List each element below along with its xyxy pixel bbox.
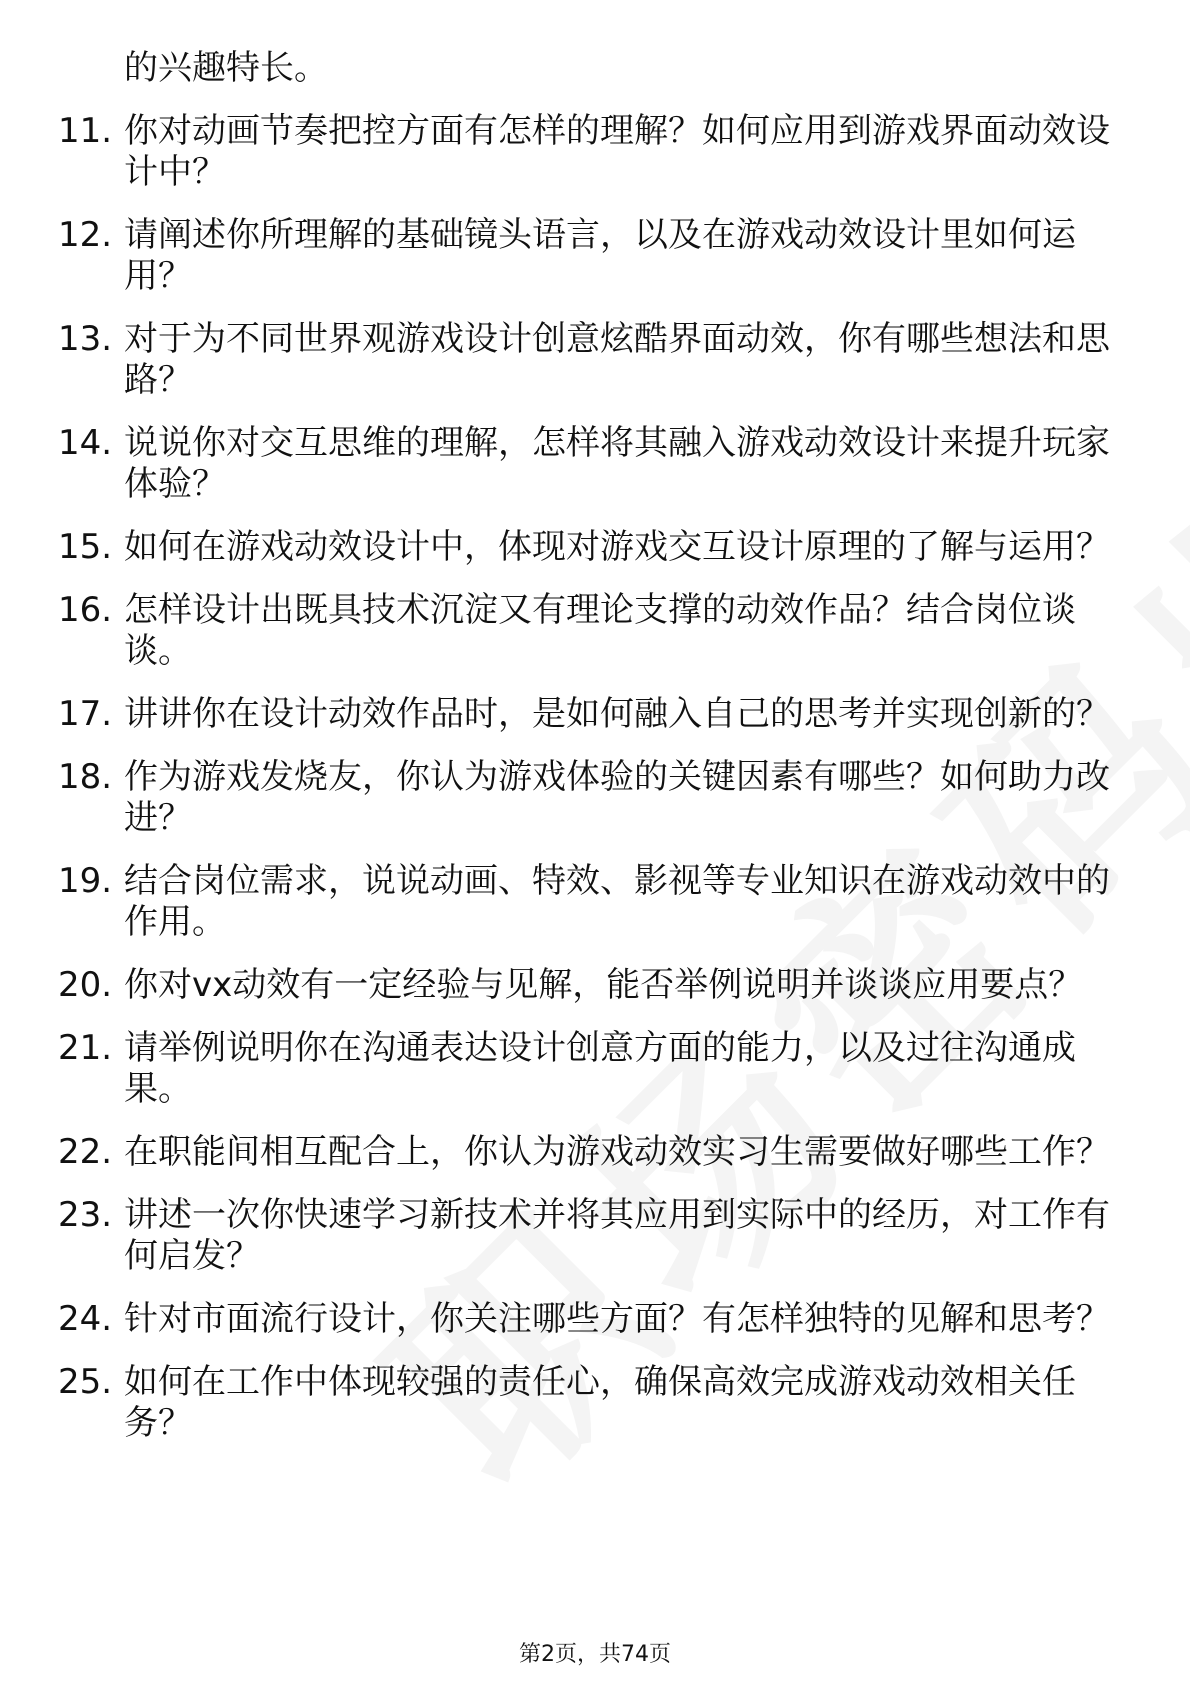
- question-item: [58, 1299, 1118, 1340]
- question-item: [58, 1195, 1118, 1277]
- page-number: 第2页，共74页: [519, 1642, 671, 1667]
- question-text: 说说你对交互思维的理解，怎样将其融入游戏动效设计来提升玩家体验？: [124, 423, 1110, 504]
- question-item: [58, 527, 1118, 568]
- question-text: 讲讲你在设计动效作品时，是如何融入自己的思考并实现创新的？: [124, 694, 1110, 734]
- question-text: 请举例说明你在沟通表达设计创意方面的能力，以及过往沟通成果。: [124, 1028, 1076, 1109]
- question-item: [58, 861, 1118, 943]
- question-text: 你对动画节奏把控方面有怎样的理解？如何应用到游戏界面动效设计中？: [124, 111, 1110, 192]
- continued-text: 的兴趣特长。: [124, 48, 328, 88]
- question-text: 作为游戏发烧友，你认为游戏体验的关键因素有哪些？如何助力改进？: [124, 757, 1110, 838]
- question-item: [58, 423, 1118, 505]
- question-number: 16.: [58, 590, 113, 630]
- question-item: [58, 319, 1118, 401]
- question-number: 23.: [58, 1195, 113, 1235]
- question-number: 21.: [58, 1028, 113, 1068]
- question-item: [58, 965, 1118, 1006]
- question-text: 如何在游戏动效设计中，体现对游戏交互设计原理的了解与运用？: [124, 527, 1110, 567]
- question-item: [58, 1132, 1118, 1173]
- question-number: 18.: [58, 757, 113, 797]
- question-number: 17.: [58, 694, 113, 734]
- question-number: 11.: [58, 111, 113, 151]
- question-text: 针对市面流行设计，你关注哪些方面？有怎样独特的见解和思考？: [124, 1299, 1110, 1339]
- question-item: [58, 590, 1118, 672]
- question-number: 12.: [58, 215, 113, 255]
- question-text: 结合岗位需求，说说动画、特效、影视等专业知识在游戏动效中的作用。: [124, 861, 1110, 942]
- question-text: 你对vx动效有一定经验与见解，能否举例说明并谈谈应用要点？: [124, 965, 1083, 1005]
- question-number: 22.: [58, 1132, 113, 1172]
- question-number: 24.: [58, 1299, 113, 1339]
- question-text: 讲述一次你快速学习新技术并将其应用到实际中的经历，对工作有何启发？: [124, 1195, 1110, 1276]
- question-list: [58, 48, 1118, 1466]
- question-text: 如何在工作中体现较强的责任心，确保高效完成游戏动效相关任务？: [124, 1362, 1076, 1443]
- question-item: [58, 694, 1118, 735]
- question-number: 13.: [58, 319, 113, 359]
- question-number: 14.: [58, 423, 113, 463]
- question-number: 15.: [58, 527, 113, 567]
- question-text: 怎样设计出既具技术沉淀又有理论支撑的动效作品？结合岗位谈谈。: [124, 590, 1076, 671]
- question-item: [58, 1362, 1118, 1444]
- question-number: 20.: [58, 965, 113, 1005]
- question-item: [58, 1028, 1118, 1110]
- question-item: [58, 215, 1118, 297]
- question-item: [58, 757, 1118, 839]
- question-item: [58, 111, 1118, 193]
- question-number: 25.: [58, 1362, 113, 1402]
- question-text: 对于为不同世界观游戏设计创意炫酷界面动效，你有哪些想法和思路？: [124, 319, 1110, 400]
- question-text: 在职能间相互配合上，你认为游戏动效实习生需要做好哪些工作？: [124, 1132, 1110, 1172]
- question-text: 请阐述你所理解的基础镜头语言，以及在游戏动效设计里如何运用？: [124, 215, 1076, 296]
- question-number: 19.: [58, 861, 113, 901]
